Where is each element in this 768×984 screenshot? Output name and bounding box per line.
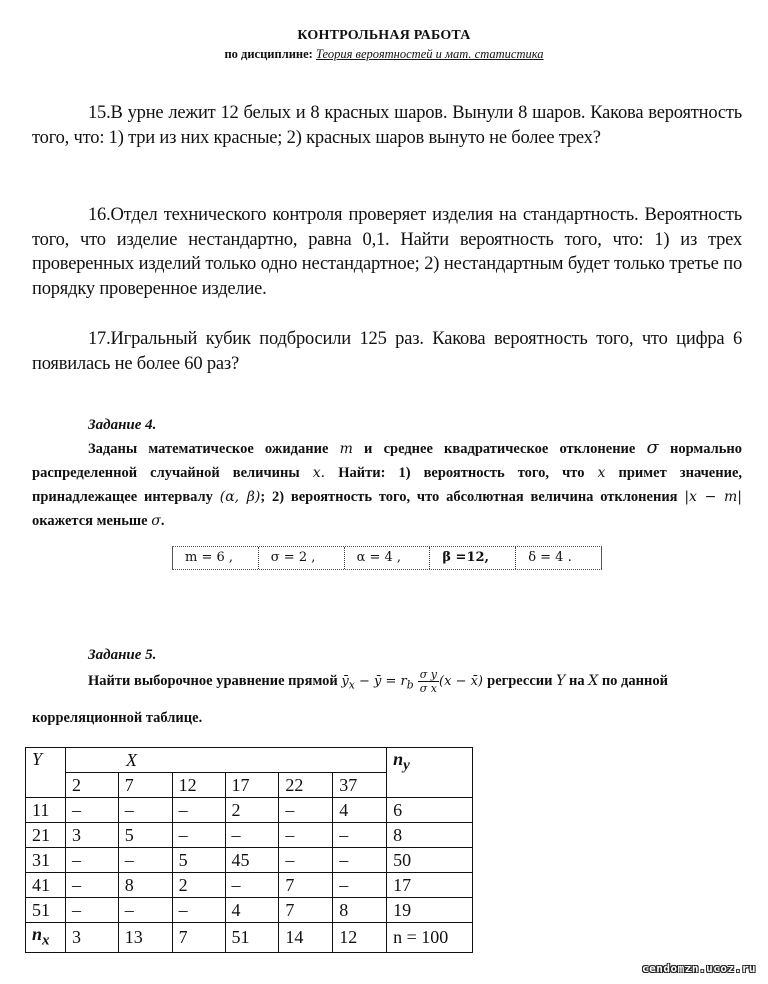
formula-sub: x (348, 678, 355, 692)
cell: – (172, 898, 225, 923)
cell: – (172, 798, 225, 823)
formula-fraction (418, 668, 439, 695)
cell: – (279, 823, 333, 848)
cell: – (118, 848, 172, 873)
nx-value: 12 (333, 923, 387, 953)
cell: – (65, 898, 118, 923)
table-row (26, 873, 473, 898)
x-value: 2 (65, 773, 118, 798)
cell: – (333, 823, 387, 848)
correlation-table (25, 747, 473, 953)
task5-text-part: Найти выборочное уравнение прямой (88, 673, 338, 689)
total-n: n = 100 (387, 923, 473, 953)
math-m: m (339, 441, 353, 457)
cell: 7 (279, 873, 333, 898)
nx-value: 13 (118, 923, 172, 953)
cell: – (118, 798, 172, 823)
discipline-line (0, 47, 768, 62)
x-value: 17 (225, 773, 279, 798)
ny-header (387, 748, 473, 798)
cell: 4 (333, 798, 387, 823)
cell: – (172, 823, 225, 848)
regression-formula (341, 668, 487, 695)
task5-text-cont: корреляционной таблице. (32, 710, 203, 726)
math-x: x (597, 465, 606, 481)
cell: 2 (172, 873, 225, 898)
nx-label (26, 923, 66, 953)
task4-heading: Задание 4. (88, 417, 157, 433)
cell: 5 (118, 823, 172, 848)
x-header: X (65, 748, 386, 773)
task5-text-part: по данной (601, 673, 668, 689)
nx-totals-row (26, 923, 473, 953)
ny-value: 17 (387, 873, 473, 898)
table-row (26, 798, 473, 823)
formula-sub: b (406, 678, 414, 692)
period: . (160, 513, 165, 529)
task5-text-part: на (568, 673, 585, 689)
param-alpha: α = 4 , (345, 547, 431, 569)
x-value: 22 (279, 773, 333, 798)
param-sigma: σ = 2 , (259, 547, 345, 569)
math-X: X (588, 673, 599, 689)
nx-label-text: n (32, 924, 43, 944)
task4-text-part: Найти: 1) вероятность того, что (338, 465, 585, 481)
ny-label: n (393, 749, 404, 769)
cell: 2 (225, 798, 279, 823)
task4-text-part: окажется меньше (32, 513, 148, 529)
nx-value: 14 (279, 923, 333, 953)
cell: – (118, 898, 172, 923)
cell: – (279, 848, 333, 873)
task4-text-part: примет значение, принадлежащее интервалу (32, 465, 743, 505)
nx-value: 7 (172, 923, 225, 953)
y-value: 21 (26, 823, 66, 848)
ny-value: 19 (387, 898, 473, 923)
table-row (26, 848, 473, 873)
formula-part: (x − x̄) (439, 674, 483, 689)
cell: 8 (118, 873, 172, 898)
formula-part: − ȳ = r (354, 674, 407, 689)
cell: 7 (279, 898, 333, 923)
math-sigma: σ (151, 513, 161, 529)
cell: 8 (333, 898, 387, 923)
cell: 3 (65, 823, 118, 848)
problem-17: 17.Игральный кубик подбросили 125 раз. Какова вероятность того, что цифра 6 появилась не более 60 раз? (32, 329, 742, 374)
table-row (26, 823, 473, 848)
y-value: 41 (26, 873, 66, 898)
task4-text-part: нормально распределенной случайной величины (32, 441, 742, 481)
param-beta: β =12, (430, 547, 516, 569)
table-row (26, 898, 473, 923)
fraction-numerator: σ y (419, 668, 438, 681)
problem-16: 16.Отдел технического контроля проверяет изделия на стандартность. Вероятность того, что изделие нестандартно, равна 0,1. Найти вероятность того, что: 1) из трех проверенных изделий только одно нестандартное; 2) нестандартным будет только третье по порядку проверенное изделие. (32, 205, 742, 299)
y-value: 11 (26, 798, 66, 823)
task4-text (32, 436, 742, 533)
math-x: x. (312, 465, 326, 481)
cell: – (279, 798, 333, 823)
cell: – (333, 873, 387, 898)
cell: – (65, 798, 118, 823)
x-value: 12 (172, 773, 225, 798)
math-sigma: σ (646, 437, 659, 458)
x-value: 37 (333, 773, 387, 798)
math-Y: Y (556, 673, 566, 689)
task4-text-part: и среднее квадратическое отклонение (364, 441, 636, 457)
document-title: КОНТРОЛЬНАЯ РАБОТА (297, 28, 471, 43)
discipline-value: Теория вероятностей и мат. статистика (315, 47, 544, 61)
math-abs-deviation: |x − m| (684, 489, 742, 505)
ny-value: 50 (387, 848, 473, 873)
nx-value: 3 (65, 923, 118, 953)
fraction-denominator: σ x (419, 682, 438, 695)
nx-value: 51 (225, 923, 279, 953)
cell: – (333, 848, 387, 873)
cell: 45 (225, 848, 279, 873)
discipline-label: по дисциплине: (224, 47, 313, 61)
task5-text-part: регрессии (487, 673, 553, 689)
ny-value: 6 (387, 798, 473, 823)
task5-heading: Задание 5. (88, 647, 157, 663)
nx-sub: x (42, 932, 50, 949)
math-interval: (α, β) (219, 489, 261, 505)
cell: 5 (172, 848, 225, 873)
cell: 4 (225, 898, 279, 923)
cell: – (65, 848, 118, 873)
param-m: m = 6 , (173, 547, 259, 569)
cell: – (225, 823, 279, 848)
y-value: 31 (26, 848, 66, 873)
param-delta: δ = 4 . (528, 550, 572, 565)
ny-value: 8 (387, 823, 473, 848)
y-value: 51 (26, 898, 66, 923)
y-header: Y (26, 748, 66, 798)
parameters-table (172, 546, 602, 570)
x-value: 7 (118, 773, 172, 798)
problem-15: 15.В урне лежит 12 белых и 8 красных шаров. Вынули 8 шаров. Какова вероятность того, что: 1) три из них красные; 2) красных шаров вынуто не более трех? (32, 103, 742, 148)
cell: – (225, 873, 279, 898)
watermark: cendomzn.ucoz.ru (642, 962, 756, 975)
cell: – (65, 873, 118, 898)
table-header-row (26, 748, 473, 773)
task5-text (88, 668, 742, 698)
formula-part: ȳ (341, 674, 349, 689)
task4-text-part: Заданы математическое ожидание (88, 441, 329, 457)
task4-text-part: ; 2) вероятность того, что абсолютная величина отклонения (260, 489, 678, 505)
ny-sub: y (403, 757, 410, 774)
